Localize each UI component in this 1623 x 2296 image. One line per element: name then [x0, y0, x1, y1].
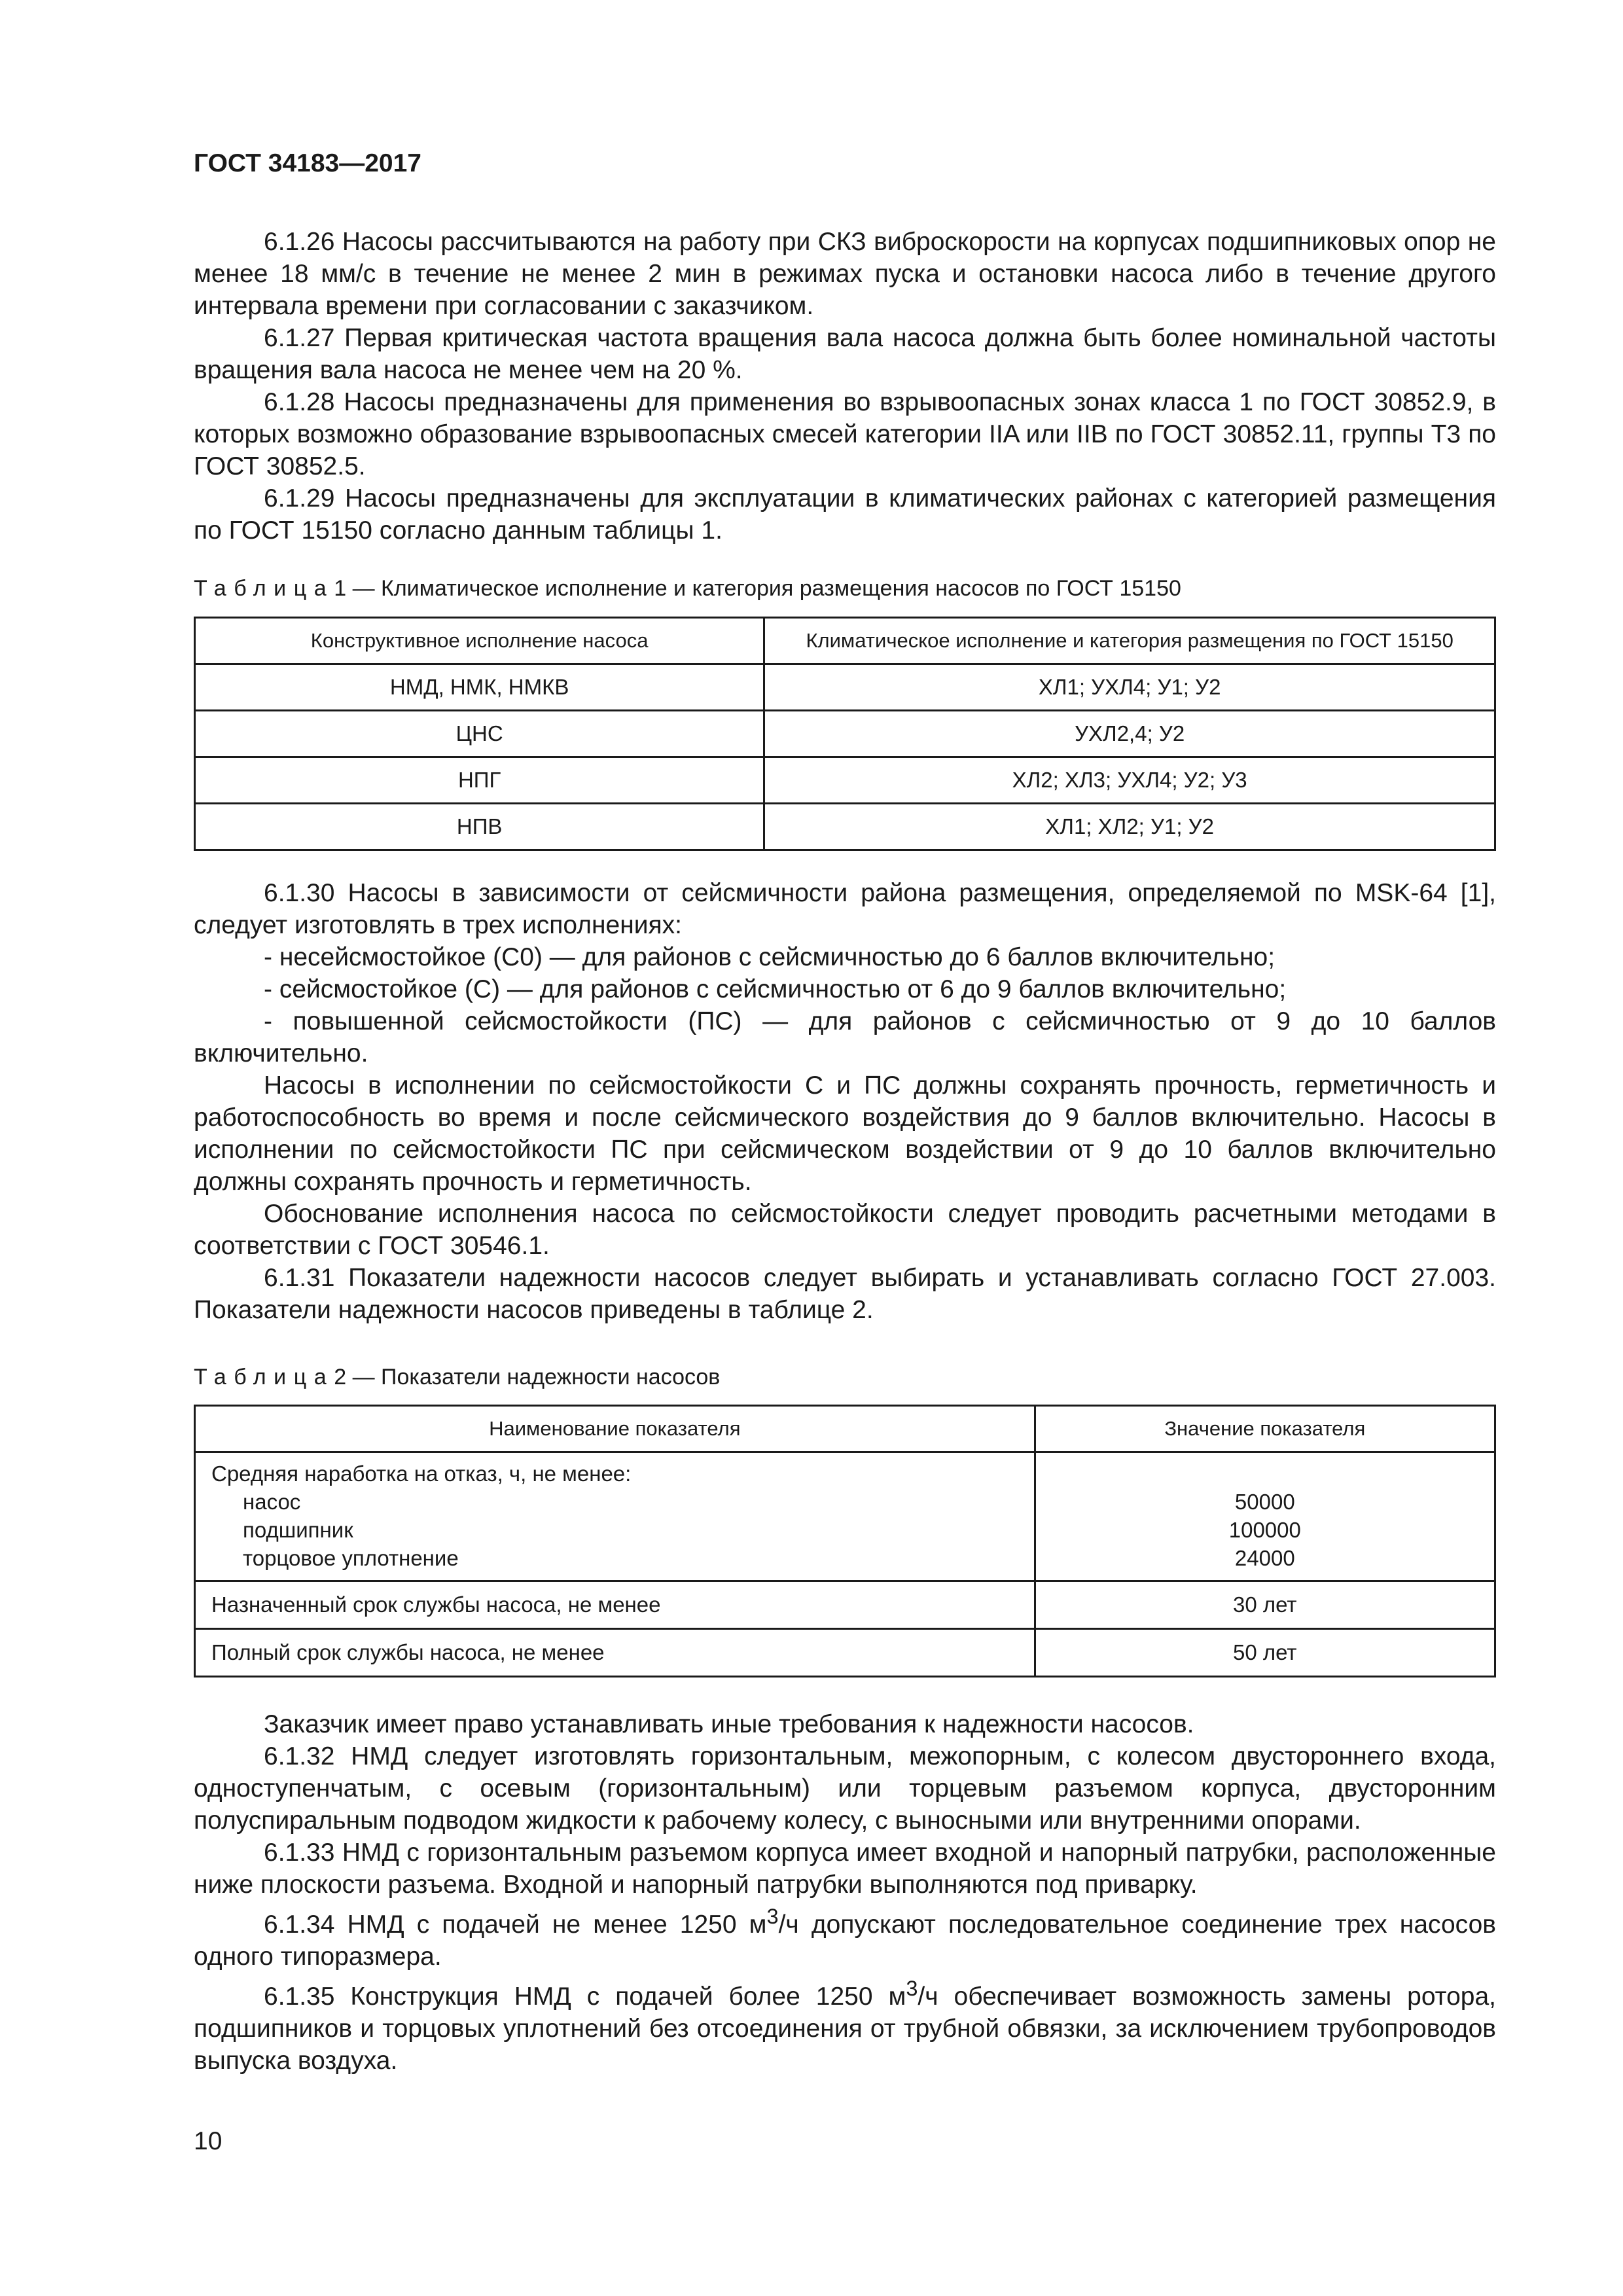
- mtbf-title: Средняя наработка на отказ, ч, не менее:: [211, 1462, 632, 1486]
- table-2-title: 2 — Показатели надежности насосов: [334, 1365, 721, 1390]
- list-item: - повышенной сейсмостойкости (ПС) — для районов с сейсмичностью от 9 до 10 баллов включительно.: [194, 1007, 1496, 1067]
- table-1-header-cell: Конструктивное исполнение насоса: [195, 618, 764, 664]
- table-2-label: Таблица: [194, 1365, 334, 1390]
- section-6-1-32-to-35: [194, 1708, 1496, 2077]
- table-2-header-row: [195, 1406, 1495, 1452]
- superscript: 3: [766, 1905, 779, 1928]
- list-item: - несейсмостойкое (С0) — для районов с сейсмичностью до 6 баллов включительно;: [264, 943, 1275, 971]
- superscript: 3: [906, 1977, 918, 2000]
- table-2: [194, 1405, 1496, 1677]
- table-row: [195, 711, 1495, 757]
- table-row: [195, 664, 1495, 711]
- table-row: [195, 1581, 1495, 1629]
- table-row: [195, 804, 1495, 850]
- table-cell: ХЛ2; ХЛ3; УХЛ4; У2; У3: [764, 757, 1495, 804]
- paragraph-6-1-27: 6.1.27 Первая критическая частота вращения вала насоса должна быть более номинальной частоты вращения вала насоса не менее чем на 20 %.: [194, 324, 1496, 384]
- table-cell: УХЛ2,4; У2: [764, 711, 1495, 757]
- text-segment: /ч допускают последовательное соединение трех насосов одного типоразмера.: [194, 1910, 1496, 1971]
- table-cell: 30 лет: [1035, 1581, 1495, 1629]
- paragraph-6-1-26: 6.1.26 Насосы рассчитываются на работу при СКЗ виброскорости на корпусах подшипниковых опор не менее 18 мм/с в течение не менее 2 мин в режимах пуска и остановки насоса либо в течение другого интервала времени при согласовании с заказчиком.: [194, 228, 1496, 320]
- page-number: 10: [194, 2127, 223, 2155]
- paragraph-seismic-requirements: Насосы в исполнении по сейсмостойкости С и ПС должны сохранять прочность, герметичность и работоспособность во время и после сейсмического воздействия до 9 баллов включительно. Насосы в исполнении по сейсмостойкости ПС при сейсмическом воздействии от 9 до 10 баллов включительно должны сохранять прочность и герметичность.: [194, 1071, 1496, 1196]
- mtbf-item-name: насос: [243, 1490, 301, 1514]
- paragraph-6-1-29: 6.1.29 Насосы предназначены для эксплуатации в климатических районах с категорией размещения по ГОСТ 15150 согласно данным таблицы 1.: [194, 484, 1496, 545]
- document-code-header: ГОСТ 34183—2017: [194, 149, 421, 177]
- table-1: [194, 617, 1496, 851]
- table-row: [195, 1452, 1495, 1581]
- paragraph-6-1-33: 6.1.33 НМД с горизонтальным разъемом корпуса имеет входной и напорный патрубки, расположенные ниже плоскости разъема. Входной и напорный патрубки выполняются под приварку.: [194, 1839, 1496, 1899]
- paragraph-6-1-28: 6.1.28 Насосы предназначены для применения во взрывоопасных зонах класса 1 по ГОСТ 30852.9, в которых возможно образование взрывоопасных смесей категории IIA или IIB по ГОСТ 30852.11, группы Т3 по ГОСТ 30852.5.: [194, 388, 1496, 480]
- mtbf-item-name: подшипник: [243, 1518, 353, 1542]
- table-cell: ХЛ1; УХЛ4; У1; У2: [764, 664, 1495, 711]
- paragraph-6-1-35: [194, 1973, 1496, 2077]
- paragraph-6-1-34: [194, 1901, 1496, 1973]
- list-item: - сейсмостойкое (С) — для районов с сейсмичностью от 6 до 9 баллов включительно;: [264, 975, 1287, 1003]
- table-cell: Назначенный срок службы насоса, не менее: [195, 1581, 1035, 1629]
- table-cell: ХЛ1; ХЛ2; У1; У2: [764, 804, 1495, 850]
- table-cell: 50 лет: [1035, 1629, 1495, 1677]
- paragraph-6-1-31: 6.1.31 Показатели надежности насосов следует выбирать и устанавливать согласно ГОСТ 27.003. Показатели надежности насосов приведены в таблице 2.: [194, 1264, 1496, 1324]
- table-cell: [195, 1452, 1035, 1581]
- section-6-1-26-to-29: [194, 226, 1496, 547]
- table-cell: [1035, 1452, 1495, 1581]
- text-segment: 6.1.34 НМД с подачей не менее 1250 м: [264, 1910, 767, 1939]
- table-1-header-cell: Климатическое исполнение и категория размещения по ГОСТ 15150: [764, 618, 1495, 664]
- table-row: [195, 757, 1495, 804]
- table-cell: НМД, НМК, НМКВ: [195, 664, 764, 711]
- table-2-header-cell: Наименование показателя: [195, 1406, 1035, 1452]
- table-2-header-cell: Значение показателя: [1035, 1406, 1495, 1452]
- mtbf-item-value: 100000: [1228, 1518, 1301, 1542]
- mtbf-item-value: 50000: [1234, 1490, 1295, 1514]
- table-cell: НПВ: [195, 804, 764, 850]
- text-segment: 6.1.35 Конструкция НМД с подачей более 1250 м: [264, 1982, 906, 2011]
- mtbf-item-name: торцовое уплотнение: [243, 1546, 459, 1570]
- mtbf-item-value: 24000: [1234, 1546, 1295, 1570]
- text-segment: /ч обеспечивает возможность замены ротора, подшипников и торцовых уплотнений без отсоединения от трубной обвязки, за исключением трубопроводов выпуска воздуха.: [194, 1982, 1497, 2075]
- paragraph-seismic-justification: Обоснование исполнения насоса по сейсмостойкости следует проводить расчетными методами в соответствии с ГОСТ 30546.1.: [194, 1200, 1496, 1260]
- table-1-caption: [194, 576, 1181, 601]
- table-cell: Полный срок службы насоса, не менее: [195, 1629, 1035, 1677]
- table-1-header-row: [195, 618, 1495, 664]
- table-row: [195, 1629, 1495, 1677]
- table-1-label: Таблица: [194, 576, 334, 601]
- paragraph-6-1-32: 6.1.32 НМД следует изготовлять горизонтальным, межопорным, с колесом двустороннего входа, одноступенчатым, с осевым (горизонтальным) или торцевым разъемом корпуса, двусторонним полуспиральным подводом жидкости к рабочему колесу, с выносными или внутренними опорами.: [194, 1742, 1496, 1835]
- paragraph-customer-right: Заказчик имеет право устанавливать иные требования к надежности насосов.: [264, 1710, 1194, 1738]
- table-cell: ЦНС: [195, 711, 764, 757]
- table-cell: НПГ: [195, 757, 764, 804]
- table-2-caption: [194, 1365, 720, 1390]
- table-1-title: 1 — Климатическое исполнение и категория размещения насосов по ГОСТ 15150: [334, 576, 1181, 601]
- paragraph-6-1-30: 6.1.30 Насосы в зависимости от сейсмичности района размещения, определяемой по MSK-64 [1], следует изготовлять в трех исполнениях:: [194, 879, 1496, 939]
- section-6-1-30-to-31: [194, 877, 1496, 1326]
